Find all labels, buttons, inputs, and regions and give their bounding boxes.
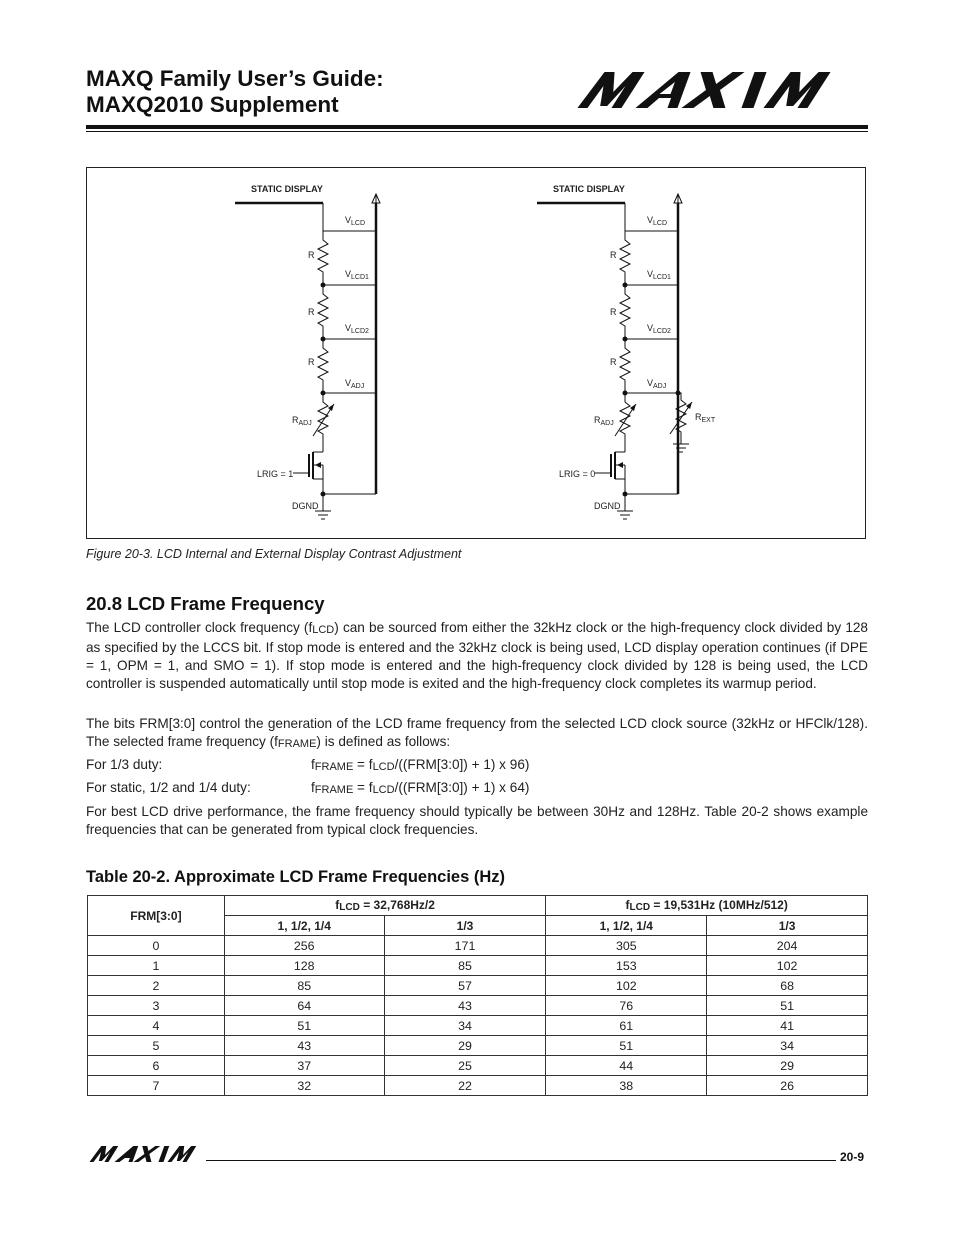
paragraph-clock-source: The LCD controller clock frequency $(f_{LCD})$ can be sourced from either the 32kHz clock or the high-frequency clock divided by 128 as specified by the LCCS bit. If stop mode is entered and the 32kHz clock is being used, LCD display operation continues (if DPE = 1, OPM = 1, and SMO = 1). If stop mode is entered and the high-frequency clock divided by 128 is being used, the LCD controller is suspended automatically until stop mode is exited and the high-frequency clock completes its warmup period. [86,620,868,691]
table-title: Table 20-2. Approximate LCD Frame Frequencies (Hz) [86,868,506,886]
svg-text:VLCD2: $V_{LCD2}$ [647,323,671,335]
frequency-cell: 51 [546,1036,707,1056]
paragraph-performance: For best LCD drive performance, the frame frequency should typically be between 30Hz and 128Hz. Table 20-2 shows example frequencies that can be generated from typical clock frequencies. [86,804,868,837]
svg-text:R: R [610,307,617,317]
header-group-19k: $f_{LCD} = 19,531Hz$ (10MHz/512) [546,896,868,916]
frequency-cell: 37 [224,1056,384,1076]
frm-value-cell: 3 [88,996,225,1016]
svg-text:VLCD1: $V_{LCD1}$ [345,269,369,281]
table-row [88,996,868,1016]
header-group-32k: $f_{LCD} = 32,768Hz/2$ [224,896,546,916]
footer-maxim-logo [86,1144,206,1164]
svg-text:VADJ: $V_{ADJ}$ [345,378,365,390]
frm-value-cell: 0 [88,936,225,956]
svg-text:R: R [308,250,315,260]
frequency-cell: 34 [707,1036,868,1056]
svg-text:RADJ: $R_{ADJ}$ [594,415,614,427]
contrast-adjustment-figure [86,167,866,539]
table-row [88,1056,868,1076]
equation-1-label: For 1/3 duty: [86,757,163,772]
frame-frequency-table [87,895,868,1096]
left-circuit-title: STATIC DISPLAY [251,184,323,194]
frequency-cell: 44 [546,1056,707,1076]
svg-text:LRIG = 1: LRIG = 1 [257,469,294,479]
header-duty-c: 1, 1/2, 1/4 [546,916,707,936]
frequency-cell: 34 [384,1016,546,1036]
frequency-cell: 85 [224,976,384,996]
svg-text:R: R [308,307,315,317]
equation-2: $f_{FRAME}$ = $f_{LCD}/((FRM[3:0]) + 1)$ x 64) [311,780,530,796]
svg-text:VLCD: $V_{LCD}$ [647,215,668,227]
frequency-cell: 43 [224,1036,384,1056]
frequency-cell: 102 [546,976,707,996]
svg-text:RADJ: $R_{ADJ}$ [292,415,312,427]
frm-value-cell: 4 [88,1016,225,1036]
table-row [88,936,868,956]
frequency-cell: 204 [707,936,868,956]
svg-text:DGND: DGND [594,501,621,511]
svg-text:REXT: $R_{EXT}$ [695,412,716,424]
frm-value-cell: 5 [88,1036,225,1056]
frequency-cell: 305 [546,936,707,956]
frequency-cell: 85 [384,956,546,976]
frequency-cell: 128 [224,956,384,976]
page-number: 20-9 [840,1150,865,1164]
svg-text:LRIG = 0: LRIG = 0 [559,469,596,479]
frequency-cell: 68 [707,976,868,996]
frequency-cell: 153 [546,956,707,976]
paragraph-frm-bits: The bits FRM[3:0] control the generation of the LCD frame frequency from the selected LCD clock source (32kHz or HFClk/128). The selected frame frequency $(f_{FRAME})$ is defined as follows: [86,716,868,750]
frequency-cell: 29 [384,1036,546,1056]
header-duty-b: 1/3 [384,916,546,936]
svg-text:R: R [308,357,315,367]
document-title-line2: MAXQ2010 Supplement [86,92,339,117]
frequency-cell: 76 [546,996,707,1016]
frequency-cell: 57 [384,976,546,996]
table-row [88,1076,868,1096]
circuit-diagram [87,168,867,540]
svg-text:VADJ: $V_{ADJ}$ [647,378,667,390]
svg-text:VLCD1: $V_{LCD1}$ [647,269,671,281]
table-row [88,1036,868,1056]
equation-1: $f_{FRAME}$ = $f_{LCD}/((FRM[3:0]) + 1)$ x 96) [311,757,530,773]
frequency-cell: 41 [707,1016,868,1036]
table-row [88,976,868,996]
header-duty-d: 1/3 [707,916,868,936]
header-rule-thin [86,131,868,132]
header-rule-thick [86,125,868,129]
frequency-cell: 61 [546,1016,707,1036]
frm-value-cell: 7 [88,1076,225,1096]
header-duty-a: 1, 1/2, 1/4 [224,916,384,936]
svg-text:R: R [610,357,617,367]
equation-2-label: For static, 1/2 and 1/4 duty: [86,780,251,795]
footer-rule [206,1160,836,1161]
frequency-cell: 51 [224,1016,384,1036]
frm-value-cell: 2 [88,976,225,996]
left-circuit [235,184,380,519]
frequency-cell: 171 [384,936,546,956]
frequency-cell: 29 [707,1056,868,1076]
frequency-cell: 22 [384,1076,546,1096]
frequency-cell: 256 [224,936,384,956]
svg-text:DGND: DGND [292,501,319,511]
right-circuit [537,184,716,519]
frequency-cell: 51 [707,996,868,1016]
frm-value-cell: 6 [88,1056,225,1076]
document-title-line1: MAXQ Family User’s Guide: [86,66,384,91]
table-row [88,956,868,976]
maxim-logo [566,68,866,112]
svg-text:VLCD: $V_{LCD}$ [345,215,366,227]
table-row [88,1016,868,1036]
frm-value-cell: 1 [88,956,225,976]
frequency-cell: 64 [224,996,384,1016]
section-heading: 20.8 LCD Frame Frequency [86,593,325,614]
right-circuit-title: STATIC DISPLAY [553,184,625,194]
svg-text:VLCD2: $V_{LCD2}$ [345,323,369,335]
frequency-cell: 26 [707,1076,868,1096]
header-frm: FRM[3:0] [88,896,225,936]
frequency-cell: 38 [546,1076,707,1096]
frequency-cell: 25 [384,1056,546,1076]
svg-text:R: R [610,250,617,260]
frequency-cell: 43 [384,996,546,1016]
document-title [86,66,606,118]
figure-caption: Figure 20-3. LCD Internal and External Display Contrast Adjustment [86,547,462,561]
frequency-cell: 32 [224,1076,384,1096]
frequency-cell: 102 [707,956,868,976]
